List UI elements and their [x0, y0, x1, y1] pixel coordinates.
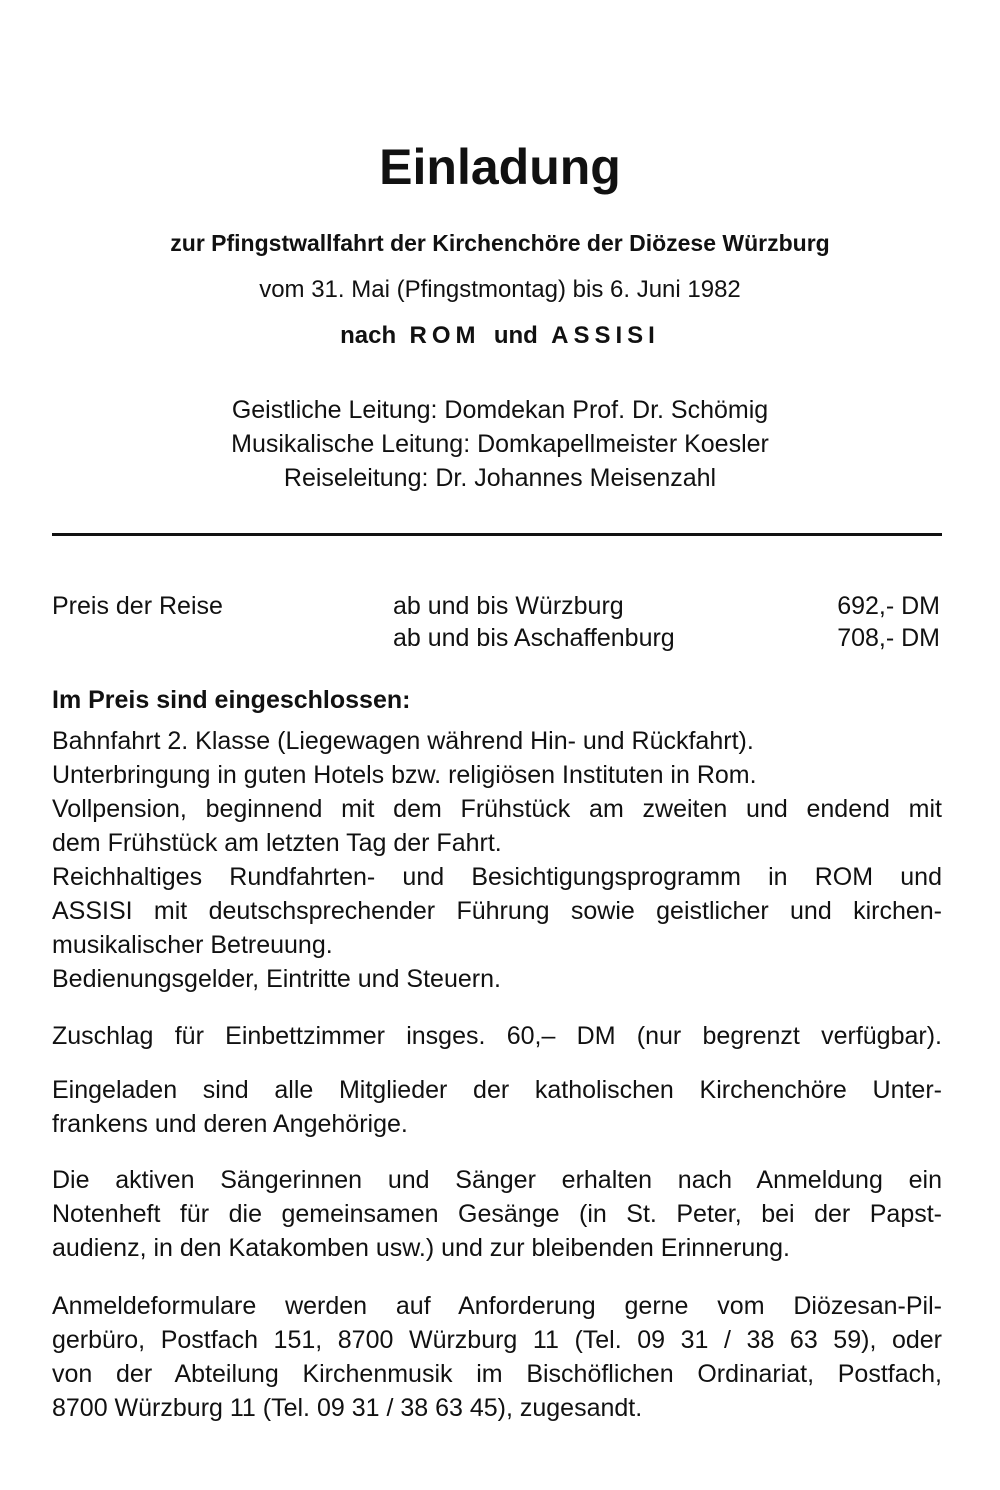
price-route-wuerzburg: ab und bis Würzburg — [393, 592, 624, 620]
surcharge-line: Zuschlag für Einbettzimmer insges. 60,– DM (nur begrenzt verfügbar). — [52, 1022, 942, 1050]
destination-line — [0, 322, 1000, 350]
destination-city-rom: ROM — [409, 322, 481, 349]
singers-line: audienz, in den Katakomben usw.) und zur bleibenden Erinnerung. — [52, 1234, 791, 1262]
singers-line: Die aktiven Sängerinnen und Sänger erhalten nach Anmeldung ein — [52, 1166, 942, 1194]
included-line: dem Frühstück am letzten Tag der Fahrt. — [52, 829, 502, 857]
invited-paragraph — [52, 1073, 942, 1141]
included-list — [52, 724, 942, 996]
travel-dates: vom 31. Mai (Pfingstmontag) bis 6. Juni 1982 — [259, 276, 741, 303]
invited-line: Eingeladen sind alle Mitglieder der katholischen Kirchenchöre Unter- — [52, 1076, 942, 1104]
registration-line: von der Abteilung Kirchenmusik im Bischöflichen Ordinariat, Postfach, — [52, 1360, 942, 1388]
registration-line: Anmeldeformulare werden auf Anforderung gerne vom Diözesan-Pil- — [52, 1292, 942, 1320]
surcharge-paragraph — [52, 1019, 942, 1053]
included-line: Reichhaltiges Rundfahrten- und Besichtigungsprogramm in ROM und — [52, 863, 942, 891]
included-heading: Im Preis sind eingeschlossen: — [52, 686, 411, 714]
registration-line: 8700 Würzburg 11 (Tel. 09 31 / 38 63 45), zugesandt. — [52, 1394, 643, 1422]
destination-connector: und — [493, 322, 538, 349]
travel-leader: Reiseleitung: Dr. Johannes Meisenzahl — [283, 464, 717, 492]
price-route-aschaffenburg: ab und bis Aschaffenburg — [393, 624, 675, 652]
price-label: Preis der Reise — [52, 592, 223, 620]
subtitle: zur Pfingstwallfahrt der Kirchenchöre der Diözese Würzburg — [170, 230, 830, 256]
included-line: ASSISI mit deutschsprechender Führung sowie geistlicher und kirchen- — [52, 897, 942, 925]
included-line: Vollpension, beginnend mit dem Frühstück am zweiten und endend mit — [52, 795, 942, 823]
singers-paragraph — [52, 1163, 942, 1265]
spiritual-leader: Geistliche Leitung: Domdekan Prof. Dr. Schömig — [231, 396, 769, 424]
included-line: Unterbringung in guten Hotels bzw. religiösen Instituten in Rom. — [52, 761, 757, 789]
price-amount-aschaffenburg: 708,- DM — [837, 624, 940, 652]
registration-line: gerbüro, Postfach 151, 8700 Würzburg 11 (Tel. 09 31 / 38 63 59), oder — [52, 1326, 942, 1354]
leadership-block — [0, 393, 1000, 495]
divider-rule — [52, 533, 942, 536]
page-title: Einladung — [379, 139, 621, 195]
invited-line: frankens und deren Angehörige. — [52, 1110, 408, 1138]
included-line: Bedienungsgelder, Eintritte und Steuern. — [52, 965, 501, 993]
destination-city-assisi: ASSISI — [551, 322, 660, 349]
price-amount-wuerzburg: 692,- DM — [837, 592, 940, 620]
registration-paragraph — [52, 1289, 942, 1425]
musical-leader: Musikalische Leitung: Domkapellmeister Koesler — [231, 430, 769, 458]
included-line: Bahnfahrt 2. Klasse (Liegewagen während Hin- und Rückfahrt). — [52, 727, 754, 755]
destination-prefix: nach — [340, 322, 397, 349]
singers-line: Notenheft für die gemeinsamen Gesänge (in St. Peter, bei der Papst- — [52, 1200, 942, 1228]
included-line: musikalischer Betreuung. — [52, 931, 333, 959]
